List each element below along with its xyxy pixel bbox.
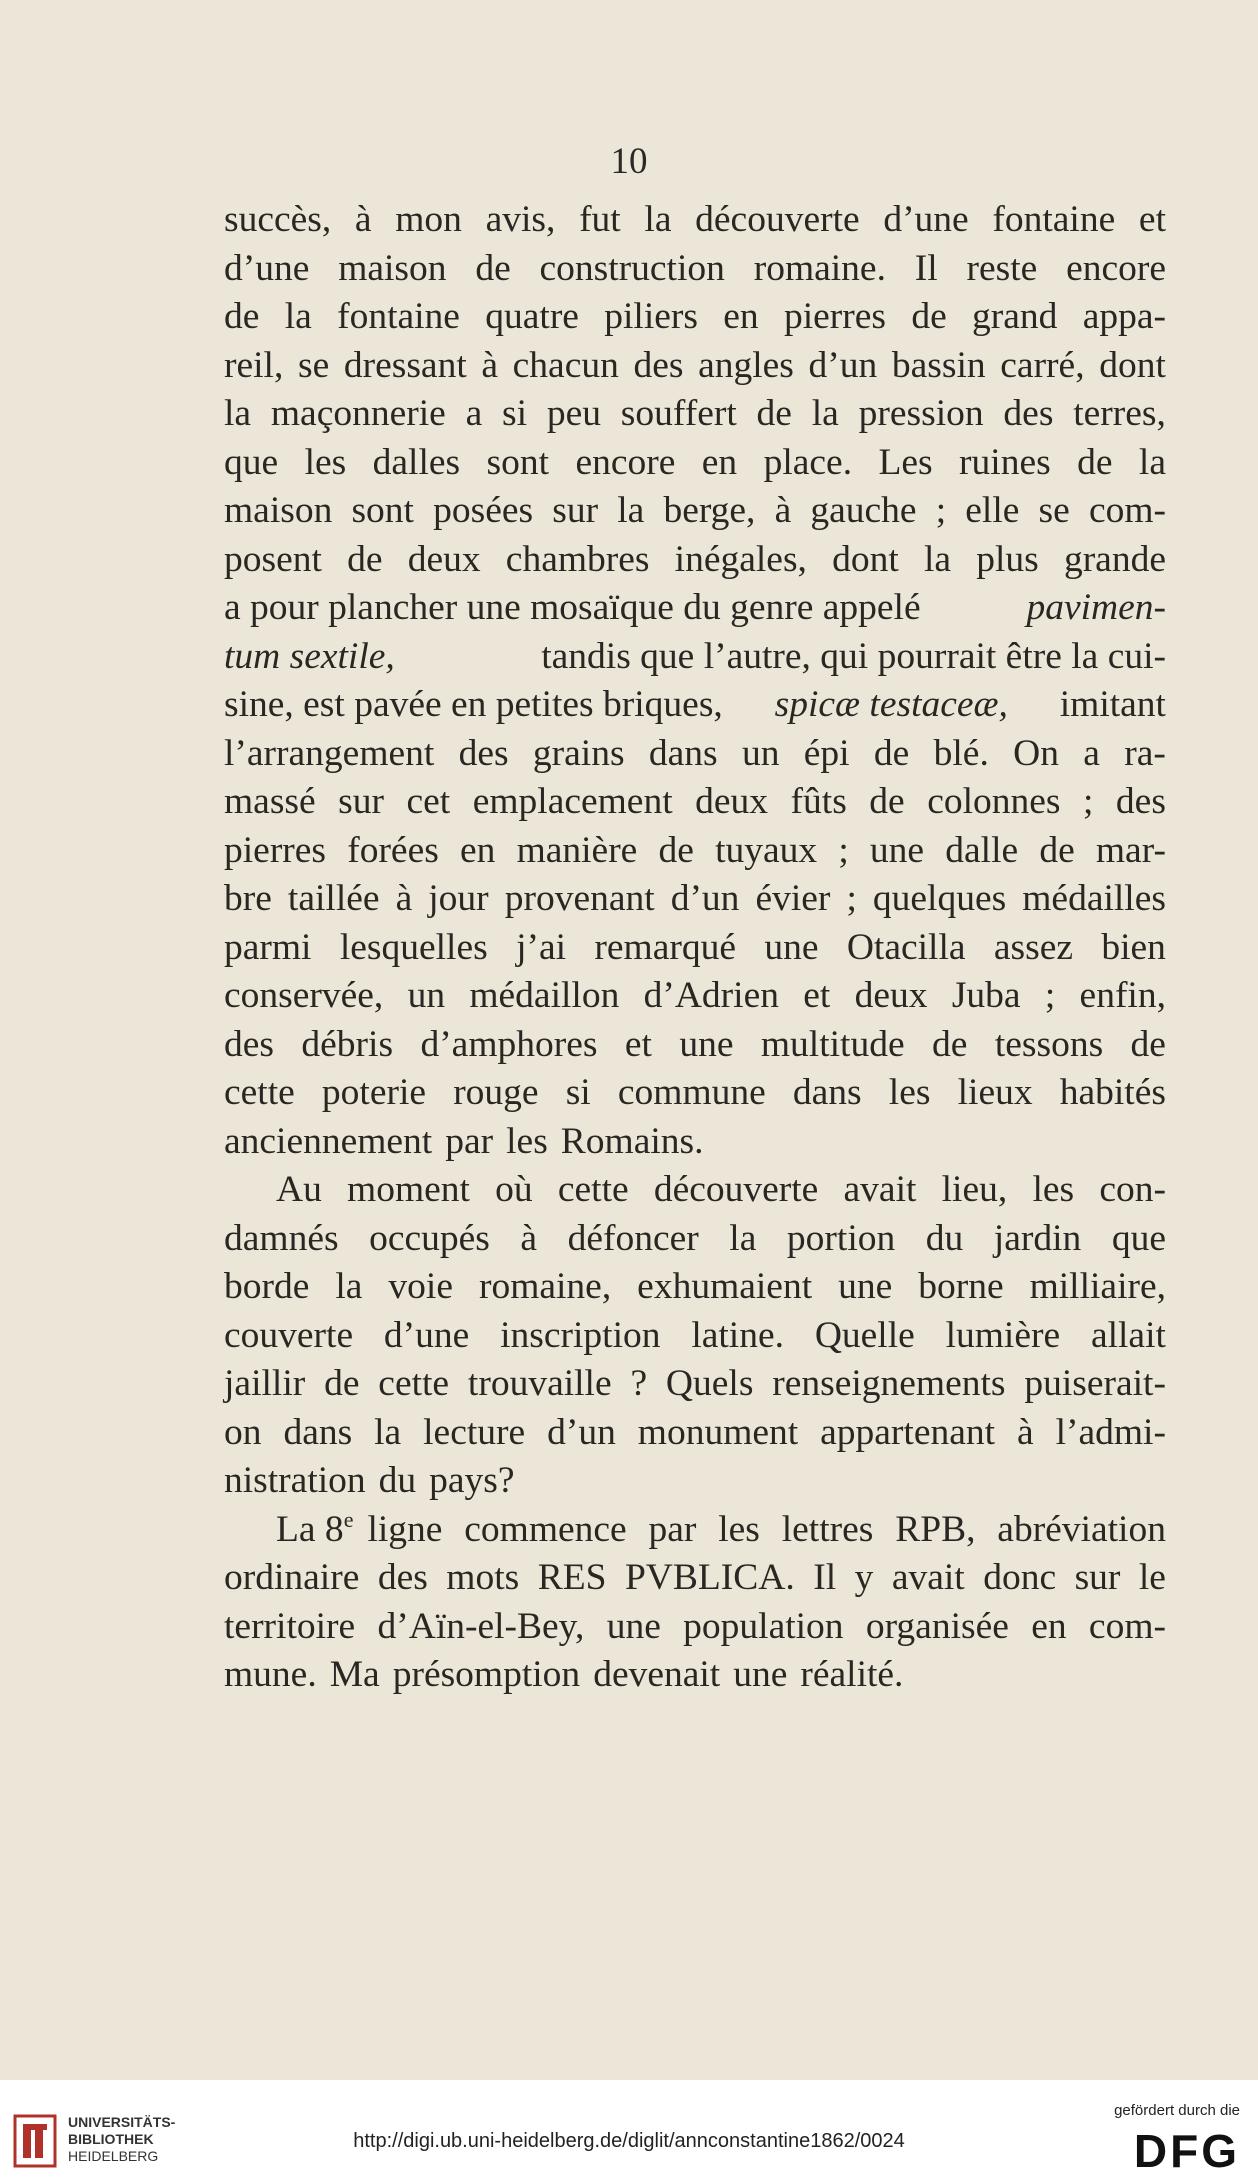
word: d’amphores [420,1023,598,1065]
word: Il [914,247,938,289]
word: bassin [891,344,986,386]
word: les [1032,1169,1075,1210]
text-line-14 [224,827,1166,876]
word: tessons [994,1023,1104,1065]
word: d’Aïn-el-Bey, [377,1605,585,1647]
text-line-23 [224,1263,1166,1312]
word: a [465,393,483,434]
word: se [297,344,330,386]
word: un [741,732,780,774]
word: Quelle [814,1314,915,1356]
word: une [838,1266,893,1307]
word: des [224,1023,274,1065]
word: nistration [224,1460,366,1501]
italic-term-pavimentum: pavimen- [1026,587,1166,628]
library-name-line-1: UNIVERSITÄTS- [68,2114,176,2130]
word: ligne [367,1508,443,1550]
word: si [565,1072,591,1113]
word: ra- [1124,732,1166,774]
word: remarqué [594,926,736,968]
word: appa- [1082,296,1166,337]
word: médaillon [469,975,620,1016]
word: dressant [343,344,467,386]
word: com- [1088,490,1166,531]
word: des [1115,781,1166,822]
word: com- [1088,1605,1166,1647]
text-line-25 [224,1360,1166,1409]
word: de [932,1023,968,1065]
word: à [395,878,413,919]
text-line-26 [224,1409,1166,1458]
word: lumière [945,1314,1061,1356]
word: de [873,732,910,774]
ordinal-suffix: e [343,1506,354,1532]
word: sur [338,781,384,822]
word: territoire [224,1605,356,1647]
word: carré, [1000,344,1085,386]
word: fûts [790,781,847,822]
text-line-9-roman: a pour plancher une mosaïque du genre appelé [224,587,921,628]
word: devenait [593,1654,721,1695]
word: portion [786,1217,896,1259]
word: Ma [329,1654,380,1695]
word: abréviation [997,1508,1166,1550]
word: mar- [1095,829,1166,871]
word: dans [283,1411,353,1453]
word: ; [846,878,857,919]
word: sur [1074,1557,1121,1598]
word: con- [1099,1169,1166,1210]
text-line-2 [224,245,1166,294]
word: grande [1063,538,1166,580]
word: le [1138,1557,1166,1598]
text-line-31 [224,1651,1166,1700]
word: encore [575,441,676,483]
word: renseignements [772,1363,1006,1404]
dfg-logo: DFG [1133,2125,1240,2177]
text-line-11 [224,681,1166,730]
text-line-22 [224,1215,1166,1264]
word: des [633,344,684,386]
word: à [520,1217,538,1259]
word: j’ai [516,926,567,968]
word: terres, [1073,393,1166,434]
word: grand [972,296,1058,337]
word: découverte [695,199,860,240]
word: la [729,1217,757,1259]
word: commence [464,1508,627,1550]
text-line-8 [224,536,1166,585]
word: ; [1044,975,1056,1016]
word: berge, [663,490,756,531]
word: l’admi- [1055,1411,1166,1453]
word: défoncer [567,1217,699,1259]
word: latine. [691,1314,784,1356]
word: évier [755,878,831,919]
ordinal-8e [276,1506,353,1555]
word: On [1013,732,1059,774]
word: plus [976,538,1039,580]
text-line-21 [224,1166,1166,1215]
word: Au [276,1169,322,1210]
text-line-13 [224,778,1166,827]
word: y [854,1557,874,1598]
word: à [1016,1411,1034,1453]
text-line-28 [224,1506,1166,1555]
word: Quels [665,1363,754,1404]
word: borde [224,1266,310,1307]
word: de [869,781,905,822]
word: romaine. [753,247,886,289]
word: débris [301,1023,394,1065]
funding-note: gefördert durch die [1114,2102,1240,2119]
word: sur [552,490,599,531]
word: posent [224,538,322,580]
word: d’une [883,199,969,240]
word: dalles [372,441,461,483]
word: deux [854,975,928,1016]
word: lettres [781,1508,874,1550]
word: cette [224,1072,295,1113]
word: quelques [872,878,1007,919]
text-line-12 [224,730,1166,779]
word: que [224,441,279,483]
word: emplacement [472,781,673,822]
word: de [324,1363,360,1404]
text-line-15 [224,875,1166,924]
word: ; [935,490,947,531]
word: rouge [453,1072,539,1113]
word: pierres [224,829,327,871]
word: inscription [500,1314,661,1356]
word: jardin [993,1217,1082,1259]
word: présomption [392,1654,581,1695]
word: borne [918,1266,1004,1307]
word: en [1031,1605,1067,1647]
word: conservée, [224,975,384,1016]
text-line-1 [224,196,1166,245]
word: dans [792,1072,862,1113]
word: deux [695,781,769,822]
text-line-18 [224,1021,1166,1070]
word: damnés [224,1217,339,1259]
word: des [1003,393,1054,434]
word: sont [486,441,550,483]
text-line-29 [224,1554,1166,1603]
word: encore [1066,247,1166,289]
word: par [445,1120,494,1162]
word: lieux [957,1072,1033,1113]
library-name-line-2: BIBLIOTHEK [68,2131,154,2147]
word: provenant [504,878,655,919]
text-line-10-roman: tandis que l’autre, qui pourrait être la cui- [541,635,1166,677]
word: de [1039,829,1075,871]
text-line-7 [224,487,1166,536]
word: à [774,490,792,531]
word: épi [803,732,850,774]
word: monument [637,1411,799,1453]
word: poterie [321,1072,427,1113]
word: piliers [604,296,698,337]
word: parmi [224,926,312,968]
text-line-5 [224,390,1166,439]
text-line-30 [224,1603,1166,1652]
word: dalle [945,829,1019,871]
digitization-footer [0,2080,1258,2181]
word: angles [698,344,794,386]
word: mots [446,1557,520,1598]
word: mune. [224,1654,317,1695]
word: fontaine [992,199,1116,240]
text-line-4 [224,342,1166,391]
word: cette [378,1363,450,1404]
word: massé [224,781,316,822]
word: multitude [760,1023,905,1065]
word: assez [993,926,1073,968]
word: avait [891,1557,965,1598]
word: du [925,1217,964,1259]
word: en [701,441,738,483]
word: que [1111,1217,1166,1259]
word: d’une [224,247,310,289]
word: tuyaux [715,829,818,871]
word: romaine, [478,1266,612,1307]
word: colonnes [927,781,1061,822]
word: maison [338,247,447,289]
word: des [458,732,509,774]
word: se [1038,490,1070,531]
word: RPB, [895,1508,976,1550]
word: découverte [653,1169,819,1210]
word: blé. [933,732,989,774]
word: par [648,1508,697,1550]
word: d’un [670,878,740,919]
word: ; [1083,781,1094,822]
word: exhumaient [637,1266,813,1307]
word: et [803,975,831,1016]
permalink-url[interactable]: http://digi.ub.uni-heidelberg.de/diglit/annconstantine1862/0024 [353,2130,905,2152]
word: forées [347,829,439,871]
word: en [723,296,759,337]
word: lecture [423,1411,526,1453]
word: d’un [547,1411,616,1453]
word: PVBLICA. [624,1557,795,1598]
word: et [624,1023,652,1065]
text-line-6 [224,439,1166,488]
word: sont [351,490,414,531]
word: les [506,1120,548,1162]
word: avis, [485,199,556,240]
word: fontaine [337,296,460,337]
word: voie [388,1266,453,1307]
word: la [284,296,312,337]
word: une [679,1023,734,1065]
word: à [354,199,372,240]
word: de [658,829,694,871]
word: un [407,975,446,1016]
word: succès, [224,199,332,240]
word: les [718,1508,760,1550]
word: et [1138,199,1166,240]
word: chambres [505,538,650,580]
word: place. [763,441,853,483]
word: à [481,344,499,386]
word: en [459,829,496,871]
word: mon [395,199,462,240]
word: manière [516,829,638,871]
word: la [617,490,645,531]
word: cette [557,1169,629,1210]
word: une [733,1654,788,1695]
word: Romains. [560,1120,704,1162]
word: d’une [383,1314,470,1356]
word: d’un [808,344,878,386]
word: où [495,1169,533,1210]
text-line-11-tail: imitant [1059,684,1166,725]
word: Il [813,1557,837,1598]
word: bien [1101,926,1166,968]
word: trouvaille [467,1363,612,1404]
word: dans [648,732,718,774]
word: reil, [224,344,284,386]
word: Juba [951,975,1021,1016]
word: des [377,1557,428,1598]
word: réalité. [800,1654,904,1695]
word: la [1138,441,1166,483]
text-line-28-rest [367,1506,1166,1555]
word: la [224,393,252,434]
italic-term-sextile: tum sextile, [224,635,395,677]
word: grains [532,732,625,774]
word: organisée [865,1605,1009,1647]
word: la [374,1411,402,1453]
word: ruines [959,441,1051,483]
word: ordinaire [224,1557,360,1598]
word: pression [858,393,984,434]
text-line-9 [224,584,1166,633]
word: moment [347,1169,470,1210]
word: la [811,393,839,434]
page-number: 10 [610,141,648,182]
word: jour [428,878,489,919]
word: lieu, [941,1169,1008,1210]
word: d’Adrien [643,975,779,1016]
word: quatre [485,296,579,337]
word: de [475,247,511,289]
word: construction [539,247,725,289]
word: donc [983,1557,1057,1598]
word: inégales, [674,538,807,580]
word: pays? [429,1460,515,1501]
italic-term-spicae: spicæ testaceæ, [774,684,1008,725]
word: milliaire, [1029,1266,1166,1307]
word: souffert [620,393,737,434]
word: médailles [1022,878,1166,919]
word: anciennement [224,1120,433,1162]
body-text [224,196,1166,1700]
word: RES [537,1557,607,1598]
word: ? [630,1363,648,1404]
word: maison [224,490,333,531]
word: elle [965,490,1020,531]
word: de [224,296,260,337]
word: commune [617,1072,766,1113]
word: gauche [810,490,917,531]
ordinal-number: La 8 [276,1508,344,1550]
text-line-11-roman: sine, est pavée en petites briques, [224,684,723,725]
text-line-20 [224,1118,1166,1167]
word: avait [843,1169,917,1210]
word: du [378,1460,417,1501]
word: lesquelles [339,926,488,968]
word: appartenant [820,1411,996,1453]
word: une [869,829,925,871]
word: cet [406,781,451,822]
word: ; [838,829,849,871]
word: les [304,441,347,483]
word: puiserait- [1024,1363,1166,1404]
word: la [644,199,672,240]
word: taillée [287,878,380,919]
text-line-16 [224,924,1166,973]
word: la [335,1266,363,1307]
word: dont [832,538,899,580]
word: jaillir [224,1363,306,1404]
word: a [1083,732,1100,774]
word: une [764,926,819,968]
library-name-line-3: HEIDELBERG [68,2148,159,2164]
word: enfin, [1079,975,1166,1016]
word: fut [579,199,621,240]
word: Les [878,441,933,483]
word: habités [1059,1072,1166,1113]
word: la [923,538,952,580]
text-line-19 [224,1069,1166,1118]
word: occupés [369,1217,490,1259]
word: de [911,296,947,337]
text-line-10 [224,633,1166,682]
word: posées [433,490,534,531]
word: de [347,538,383,580]
word: couverte [224,1314,354,1356]
word: de [756,393,792,434]
word: on [224,1411,262,1453]
word: si [502,393,528,434]
word: les [888,1072,931,1113]
word: pierres [783,296,887,337]
word: maçonnerie [270,393,446,434]
text-line-24 [224,1312,1166,1361]
word: population [683,1605,844,1647]
word: peu [546,393,601,434]
word: deux [407,538,481,580]
word: de [1077,441,1113,483]
word: bre [224,878,272,919]
text-line-17 [224,972,1166,1021]
word: de [1130,1023,1166,1065]
word: l’arrangement [224,732,435,774]
word: allait [1090,1314,1166,1356]
word: dont [1099,344,1166,386]
word: une [606,1605,661,1647]
word: chacun [512,344,619,386]
word: reste [966,247,1038,289]
text-line-3 [224,293,1166,342]
text-line-27 [224,1457,1166,1506]
word: Otacilla [846,926,966,968]
